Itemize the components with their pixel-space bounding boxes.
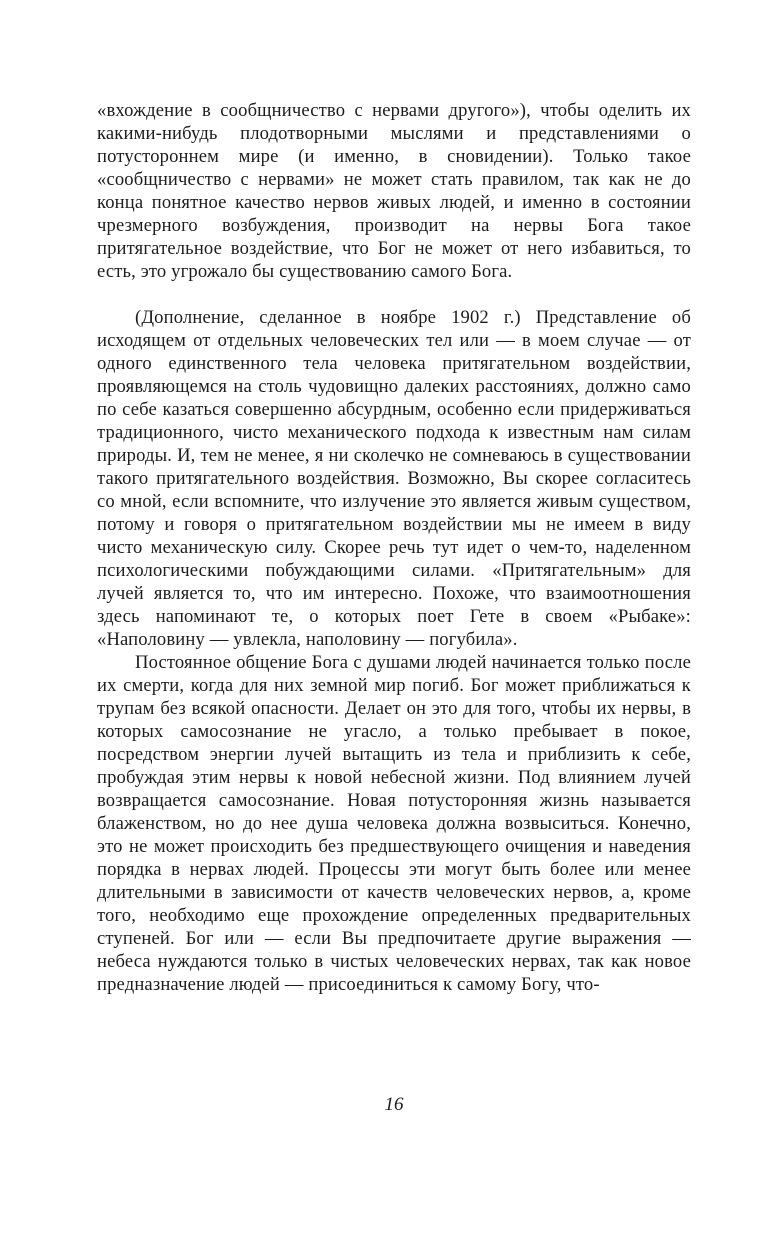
paragraph-supplement-1902: (Дополнение, сделанное в ноябре 1902 г.) Представление об исходящем от отдельных человеческих тел или — в моем случае — от одного единственного тела человека притягательном воздействии, проявляющемся на столь чудовищно далеких расстояниях, должно само по себе казаться совершенно абсурдным, особенно если придерживаться традиционного, чисто механического подхода к известным нам силам природы. И, тем не менее, я ни сколечко не сомневаюсь в существовании такого притягательного воздействия. Возможно, Вы скорее согласитесь со мной, если вспомните, что излучение это является живым существом, потому и говоря о притягательном воздействии мы не имеем в виду чисто механическую силу. Скорее речь тут идет о чем-то, наделенном психологическими побуждающими силами. «Притягательным» для лучей является то, что им интересно. Похоже, что взаимоотношения здесь напоминают те, о которых поет Гете в своем «Рыбаке»: «Наполовину — увлекла, наполовину — погубила». [97, 307, 691, 650]
page-text [97, 99, 691, 996]
page-number: 16 [384, 1094, 404, 1115]
paragraph-god-communication: Постоянное общение Бога с душами людей начинается только после их смерти, когда для них земной мир погиб. Бог может приближаться к трупам без всякой опасности. Делает он это для того, чтобы их нервы, в которых самосознание не угасло, а только пребывает в покое, посредством энергии лучей вытащить из тела и приблизить к себе, пробуждая этим нервы к новой небесной жизни. Под влиянием лучей возвращается самосознание. Новая потусторонняя жизнь называется блаженством, но до нее душа человека должна возвыситься. Конечно, это не может происходить без предшествующего очищения и наведения порядка в нервах людей. Процессы эти могут быть более или менее длительными в зависимости от качеств человеческих нервов, а, кроме того, необходимо еще прохождение определенных предварительных ступеней. Бог или — если Вы предпочитаете другие выражения — небеса нуждаются только в чистых человеческих нервах, так как новое предназначение людей — присоединиться к самому Богу, что- [97, 652, 691, 995]
paragraph-continuation: «вхождение в сообщничество с нервами другого»), чтобы оделить их какими-нибудь плодотворными мыслями и представлениями о потустороннем мире (и именно, в сновидении). Только такое «сообщничество с нервами» не может стать правилом, так как не до конца понятное качество нервов живых людей, и именно в состоянии чрезмерного возбуждения, производит на нервы Бога такое притягательное воздействие, что Бог не может от него избавиться, то есть, это угрожало бы существованию самого Бога. [97, 100, 691, 282]
